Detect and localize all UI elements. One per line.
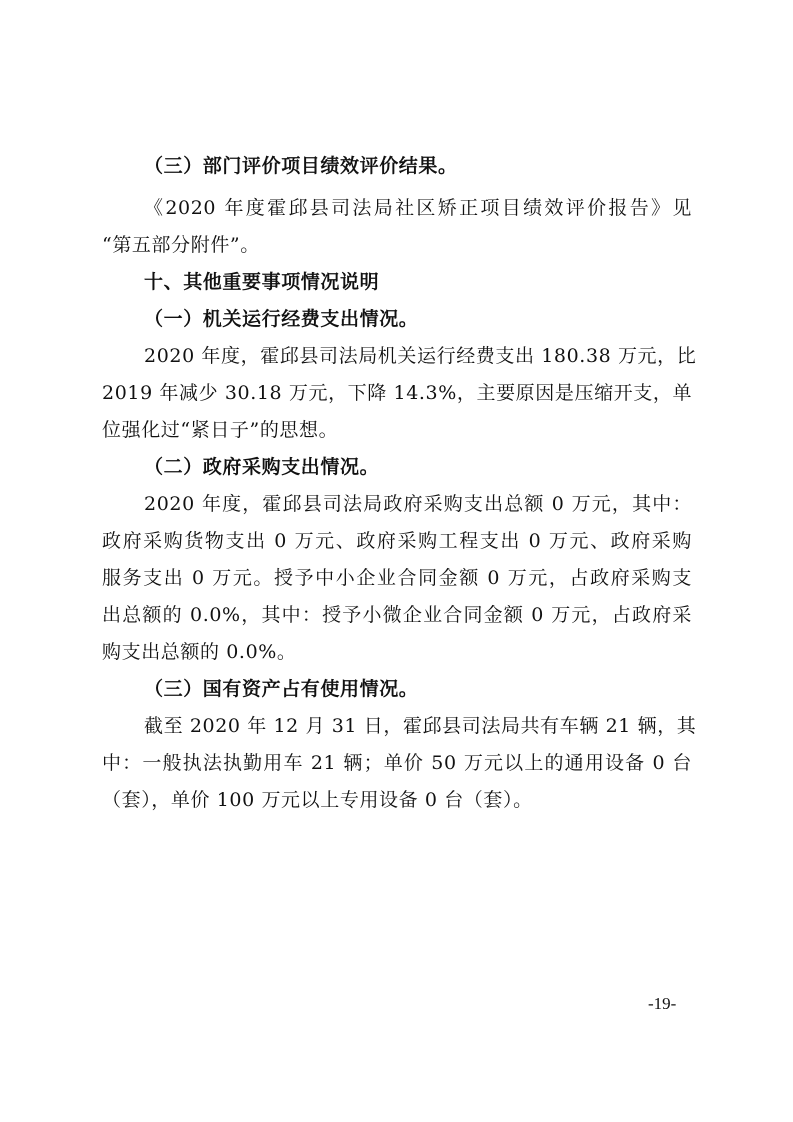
section-10-title: 十、其他重要事项情况说明 — [144, 271, 380, 293]
subsection-1-title: （一）机关运行经费支出情况。 — [144, 308, 419, 330]
paragraph-line: 位强化过“紧日子”的思想。 — [102, 419, 339, 441]
page-number: -19- — [648, 994, 677, 1013]
paragraph-line: 《2020 年度霍邱县司法局社区矫正项目绩效评价报告》见 — [144, 197, 692, 219]
paragraph-line: 政府采购货物支出 0 万元、政府采购工程支出 0 万元、政府采购 — [102, 530, 692, 552]
paragraph-line: （套），单价 100 万元以上专用设备 0 台（套）。 — [102, 789, 533, 811]
paragraph-line: 出总额的 0.0%，其中：授予小微企业合同金额 0 万元，占政府采 — [102, 604, 692, 626]
paragraph-line: “第五部分附件”。 — [102, 234, 260, 256]
paragraph-line: 2019 年减少 30.18 万元，下降 14.3%，主要原因是压缩开支，单 — [102, 382, 693, 404]
subsection-2-title: （二）政府采购支出情况。 — [144, 456, 380, 478]
subsection-3-title: （三）国有资产占有使用情况。 — [144, 678, 419, 700]
paragraph-line: 2020 年度，霍邱县司法局机关运行经费支出 180.38 万元，比 — [144, 345, 697, 367]
paragraph-line: 中：一般执法执勤用车 21 辆；单价 50 万元以上的通用设备 0 台 — [102, 752, 692, 774]
paragraph-line: 购支出总额的 0.0%。 — [102, 641, 297, 663]
paragraph-line: 截至 2020 年 12 月 31 日，霍邱县司法局共有车辆 21 辆，其 — [144, 715, 697, 737]
paragraph-line: 2020 年度，霍邱县司法局政府采购支出总额 0 万元，其中： — [144, 493, 692, 515]
paragraph-line: 服务支出 0 万元。授予中小企业合同金额 0 万元，占政府采购支 — [102, 567, 692, 589]
section-3-title: （三）部门评价项目绩效评价结果。 — [144, 155, 458, 177]
